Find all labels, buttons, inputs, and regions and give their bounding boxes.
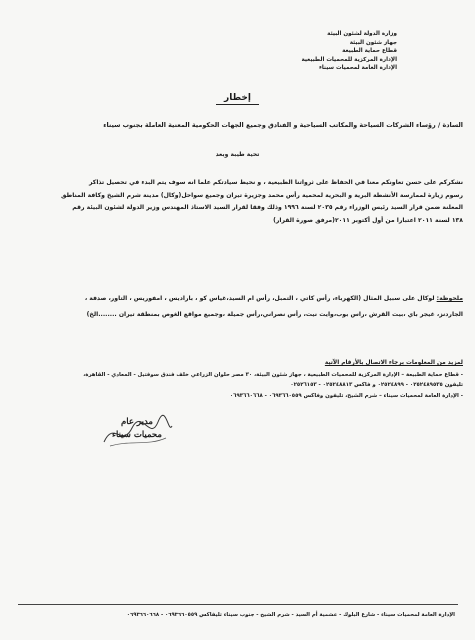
letterhead bbox=[247, 30, 397, 73]
body-line: نشكركم على حسن تعاونكم معنا في الحفاظ على ثرواتنا الطبيعية ، و نحيط سيادتكم علما انه سوف يتم البدء في تحصيل تذاكر bbox=[88, 179, 463, 186]
note-line bbox=[18, 291, 463, 307]
contact-heading: لمزيد من المعلومات برجاء الاتصال بالأرقام الآتية bbox=[324, 360, 463, 366]
footer-divider bbox=[18, 604, 458, 605]
note-text: لوكال على سبيل المثال (الكهرباء، رأس كاتي ، التمبل، رأس ام السيد،غياس كو ، باراديس ، امفوريس ، التاور، صدفة ، bbox=[84, 295, 435, 302]
letterhead-line: الإدارة المركزية للمحميات الطبيعية bbox=[301, 56, 397, 63]
contact-line: تليفون ٠٢٥٢٤٨٩٥٣٥ - ٠٢٥٢٤٨٩٩ و فاكس ٠٢٥٢٤٨٨١٣ - ٠٢٥٢٦١٥٣ bbox=[290, 382, 463, 389]
footer-address: الإدارة العامة لمحميات سيناء - شارع البلوك - عشمية أم السيد - شرم الشيخ - جنوب سيناء تليفاكس ٠٦٩٣٦٦٠٥٥٩ - ٠٦٩٣٦٦٠٦٦٨ bbox=[126, 612, 455, 618]
greeting: تحية طيبة وبعد bbox=[215, 151, 260, 158]
signature-office: محميات سيناء bbox=[112, 430, 162, 440]
note-section bbox=[18, 291, 463, 323]
letterhead-line: الإدارة العامة لمحميات سيناء bbox=[318, 65, 397, 72]
signature-block bbox=[106, 416, 168, 442]
note-line: الجاردنز، غيجر باي ،بيت القرش ،راس بوب،وايت نيت، رأس نصراني،رأس جميلة ،وجميع مواقع الغوص بمنطقة تيران ........الخ) bbox=[86, 311, 463, 318]
signature-title: مدير عام bbox=[121, 417, 153, 427]
body-paragraph bbox=[18, 177, 463, 227]
contact-line: - الإدارة العامة لمحميات سيناء – شرم الشيخ، تليفون وفاكس ٠٦٩٣٦٦٠٥٥٩ - ٠٦٩٣٦٦٠٦٦٨ bbox=[229, 392, 463, 399]
body-line: ١٣٨ لسنة ٢٠١١ اعتبارا من أول أكتوبر ٢٠١١(مرفق صورة القرار) bbox=[273, 216, 463, 224]
note-label: ملحوظة: bbox=[436, 295, 463, 302]
body-line: رسوم زيارة لممارسة الأنشطة البرية و البحرية لمحمية رأس محمد وجزيرة تيران وجميع سواحل(وكال) مدينة شرم الشيخ وكافة المناطق bbox=[61, 191, 463, 199]
letterhead-line: وزارة الدولة لشئون البيئة bbox=[327, 31, 397, 37]
letterhead-line: قطاع حماية الطبيعة bbox=[342, 48, 397, 55]
contact-section bbox=[13, 358, 463, 401]
contact-line: - قطاع حماية الطبيعة – الإدارة المركزية للمحميات الطبيعية ، جهاز شئون البيئة، ٣٠ مصر حلوان الزراعي خلف فندق سوفتيل - المعادي - القاهرة، bbox=[83, 371, 463, 378]
document-title-text: إخطار bbox=[216, 93, 259, 105]
body-line: المعلنة ضمن قرار السيد رئيس الوزراء رقم ٢٠٣٥ لسنة ١٩٩٦ وذلك وفقا لقرار السيد الاستاذ المهندس وزير الدولة لشئون البيئة رقم bbox=[72, 204, 463, 211]
addressee: السادة / رؤساء الشركات السياحة والمكاتب السياحية و الفنادق وجميع الجهات الحكومية المعنية العاملة بجنوب سيناء bbox=[103, 121, 463, 129]
letterhead-line: جهاز شئون البيئة bbox=[349, 39, 397, 46]
document-title bbox=[0, 93, 475, 103]
